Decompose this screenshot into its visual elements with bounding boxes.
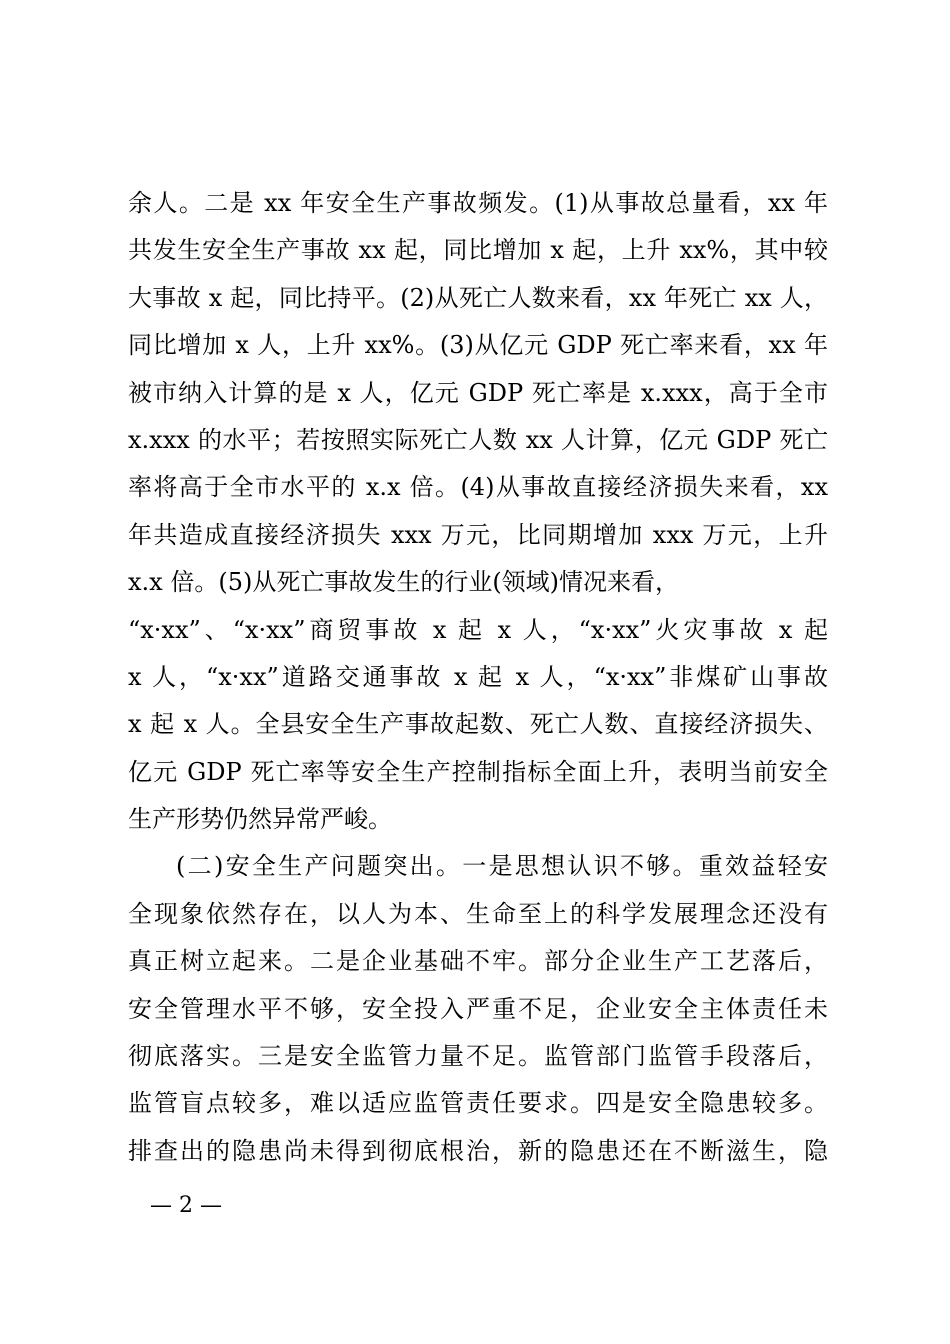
- text-line: 亿元 GDP 死亡率等安全生产控制指标全面上升，表明当前安全: [128, 757, 828, 786]
- text-line: 监管盲点较多，难以适应监管责任要求。四是安全隐患较多。: [128, 1089, 828, 1118]
- text-line: 率将高于全市水平的 x.x 倍。(4)从事故直接经济损失来看，xx: [128, 473, 828, 502]
- paragraph-safety-problems: [128, 843, 828, 1175]
- text-line: x 人，“x·xx”道路交通事故 x 起 x 人，“x·xx”非煤矿山事故: [128, 662, 828, 691]
- text-line: 生产形势仍然异常严峻。: [128, 805, 392, 834]
- text-line: 彻底落实。三是安全监管力量不足。监管部门监管手段落后，: [128, 1042, 828, 1071]
- text-line: “x·xx”、“x·xx”商贸事故 x 起 x 人，“x·xx”火灾事故 x 起: [128, 615, 828, 644]
- text-line: 年共造成直接经济损失 xxx 万元，比同期增加 xxx 万元，上升: [128, 520, 828, 549]
- paragraph-accident-statistics: [128, 180, 828, 843]
- section-heading-line: (二)安全生产问题突出。一是思想认识不够。重效益轻安: [176, 852, 828, 881]
- text-line: 大事故 x 起，同比持平。(2)从死亡人数来看，xx 年死亡 xx 人，: [128, 283, 828, 312]
- text-line: 共发生安全生产事故 xx 起，同比增加 x 起，上升 xx%，其中较: [128, 236, 828, 265]
- text-line: 余人。二是 xx 年安全生产事故频发。(1)从事故总量看，xx 年: [128, 189, 828, 217]
- text-line: x.x 倍。(5)从死亡事故发生的行业(领域)情况来看，: [128, 568, 680, 597]
- text-line: x.xxx 的水平；若按照实际死亡人数 xx 人计算，亿元 GDP 死亡: [128, 425, 828, 454]
- text-line: 排查出的隐患尚未得到彻底根治，新的隐患还在不断滋生，隐: [128, 1136, 828, 1165]
- body-text: [128, 180, 828, 1175]
- text-line: 被市纳入计算的是 x 人，亿元 GDP 死亡率是 x.xxx，高于全市: [128, 378, 828, 407]
- text-line: 真正树立起来。二是企业基础不牢。部分企业生产工艺落后，: [128, 947, 828, 976]
- text-line: 全现象依然存在，以人为本、生命至上的科学发展理念还没有: [128, 899, 828, 928]
- text-line: 同比增加 x 人，上升 xx%。(3)从亿元 GDP 死亡率来看，xx 年: [128, 331, 828, 360]
- text-line: 安全管理水平不够，安全投入严重不足，企业安全主体责任未: [128, 994, 828, 1023]
- text-line: x 起 x 人。全县安全生产事故起数、死亡人数、直接经济损失、: [128, 710, 828, 739]
- page-number: — 2 —: [150, 1193, 222, 1218]
